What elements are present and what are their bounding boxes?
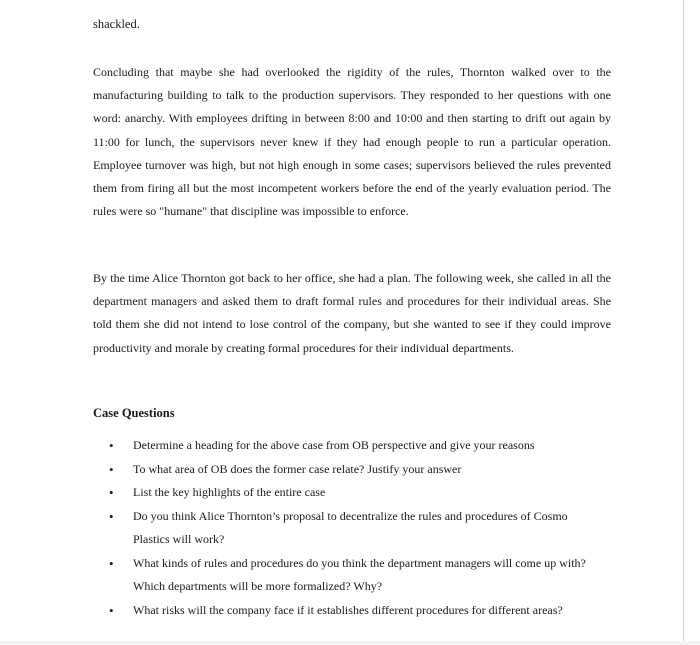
list-item <box>109 458 605 482</box>
bullet-icon: • <box>109 485 114 500</box>
case-questions-list <box>109 434 605 622</box>
list-item <box>109 434 605 458</box>
paragraph-thornton-visit: Concluding that maybe she had overlooked the rigidity of the rules, Thornton walked over to the manufacturing building to talk to the production supervisors. They responded to her questions with one word: anarchy. With employees drifting in between 8:00 and 10:00 and then starting to drift out again by 11:00 for lunch, the supervisors never knew if they had enough people to run a particular operation. Employee turnover was high, but not high enough in some cases; supervisors believed the rules prevented them from firing all but the most incompetent workers before the end of the yearly evaluation period. The rules were so "humane" that discipline was impossible to enforce. <box>93 65 611 219</box>
question-text: Do you think Alice Thornton’s proposal to decentralize the rules and procedures of Cosmo Plastics will work? <box>133 508 568 546</box>
question-text: To what area of OB does the former case relate? Justify your answer <box>133 461 462 476</box>
case-questions-heading: Case Questions <box>93 406 175 420</box>
page-bottom-edge <box>0 641 700 645</box>
page-edge-divider <box>683 0 684 645</box>
paragraph-fragment: shackled. <box>93 17 140 31</box>
question-text: What kinds of rules and procedures do you think the department managers will come up with? Which departments will be more formalized? Why? <box>133 555 586 593</box>
list-item <box>109 552 605 599</box>
paragraph-thornton-plan: By the time Alice Thornton got back to her office, she had a plan. The following week, she called in all the department managers and asked them to draft formal rules and procedures for their individual areas. She told them she did not intend to lose control of the company, but she wanted to see if they could improve productivity and morale by creating formal procedures for their individual departments. <box>93 271 611 355</box>
question-text: What risks will the company face if it establishes different procedures for different areas? <box>133 602 563 617</box>
list-item <box>109 599 605 623</box>
bullet-icon: • <box>109 461 114 477</box>
question-text: Determine a heading for the above case from OB perspective and give your reasons <box>133 438 535 452</box>
bullet-icon: • <box>109 508 114 524</box>
bullet-icon: • <box>109 438 114 453</box>
list-item <box>109 505 605 552</box>
question-text: List the key highlights of the entire case <box>133 485 326 499</box>
list-item <box>109 481 605 505</box>
bullet-icon: • <box>109 555 114 571</box>
bullet-icon: • <box>109 602 114 618</box>
